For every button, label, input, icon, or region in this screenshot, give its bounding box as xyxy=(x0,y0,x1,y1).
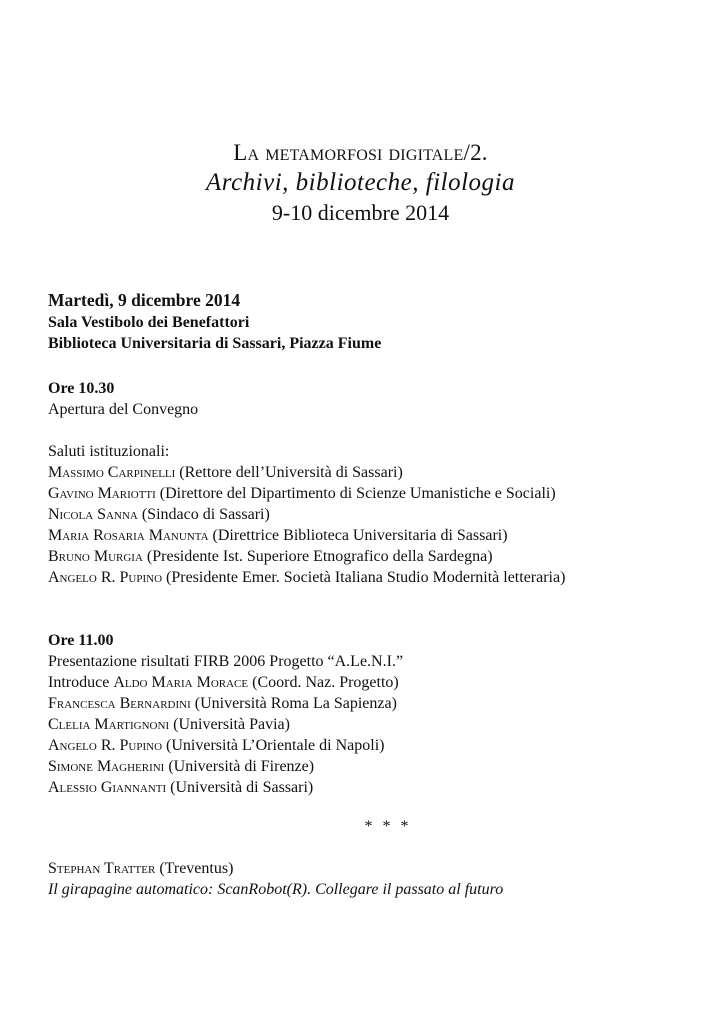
speaker-role: (Direttore del Dipartimento di Scienze Umanistiche e Sociali) xyxy=(155,485,556,502)
talk-speaker xyxy=(48,858,688,879)
conference-subtitle: Archivi, biblioteche, filologia xyxy=(206,169,515,196)
speaker-role: (Università di Firenze) xyxy=(164,758,315,775)
speaker-line xyxy=(48,483,688,504)
conference-title: La metamorfosi digitale/2. xyxy=(233,140,488,165)
session-2-introducer xyxy=(48,672,688,693)
speaker-name: Massimo Carpinelli xyxy=(48,464,176,481)
speaker-line xyxy=(48,756,688,777)
speaker-line xyxy=(48,525,688,546)
speaker-line xyxy=(48,504,688,525)
document-header xyxy=(0,138,721,228)
session-2-time: Ore 11.00 xyxy=(48,632,114,649)
speaker-line xyxy=(48,567,688,588)
greetings-label: Saluti istituzionali: xyxy=(48,443,170,460)
program-content xyxy=(48,288,688,900)
speaker-name: Angelo R. Pupino xyxy=(48,737,163,754)
speaker-line xyxy=(48,546,688,567)
session-2-title: Presentazione risultati FIRB 2006 Progetto “A.Le.N.I.” xyxy=(48,653,404,670)
speaker-line xyxy=(48,714,688,735)
speaker-role: (Università L’Orientale di Napoli) xyxy=(162,737,385,754)
talk-speaker-affiliation: (Treventus) xyxy=(155,860,234,877)
speaker-role: (Sindaco di Sassari) xyxy=(137,506,270,523)
talk-speaker-name: Stephan Tratter xyxy=(48,860,156,877)
session-1-title: Apertura del Convegno xyxy=(48,401,199,418)
venue-room: Sala Vestibolo dei Benefattori xyxy=(48,314,250,331)
speaker-role: (Università Pavia) xyxy=(169,716,290,733)
speaker-line xyxy=(48,462,688,483)
day-heading: Martedì, 9 dicembre 2014 xyxy=(48,290,241,310)
talk-title: Il girapagine automatico: ScanRobot(R). Collegare il passato al futuro xyxy=(48,881,504,898)
speaker-role: (Presidente Emer. Società Italiana Studio Modernità letteraria) xyxy=(162,569,566,586)
section-separator: * * * xyxy=(364,818,412,835)
speaker-line xyxy=(48,777,688,798)
speaker-line xyxy=(48,693,688,714)
conference-dates: 9-10 dicembre 2014 xyxy=(271,200,450,225)
speaker-name: Alessio Giannanti xyxy=(48,779,167,796)
speaker-role: (Università di Sassari) xyxy=(166,779,314,796)
speaker-name: Simone Magherini xyxy=(48,758,165,775)
introducer-role: (Coord. Naz. Progetto) xyxy=(248,674,399,691)
speaker-name: Maria Rosaria Manunta xyxy=(48,527,209,544)
session-1-time: Ore 10.30 xyxy=(48,380,115,397)
speaker-role: (Università Roma La Sapienza) xyxy=(190,695,397,712)
speaker-name: Francesca Bernardini xyxy=(48,695,191,712)
speaker-name: Bruno Murgia xyxy=(48,548,143,565)
speaker-role: (Direttrice Biblioteca Universitaria di Sassari) xyxy=(208,527,508,544)
speaker-role: (Presidente Ist. Superiore Etnografico della Sardegna) xyxy=(142,548,493,565)
speaker-name: Gavino Mariotti xyxy=(48,485,156,502)
speaker-name: Angelo R. Pupino xyxy=(48,569,163,586)
introducer-name: Aldo Maria Morace xyxy=(113,674,249,691)
introducer-prefix: Introduce xyxy=(48,674,114,691)
speaker-role: (Rettore dell’Università di Sassari) xyxy=(175,464,403,481)
venue-building: Biblioteca Universitaria di Sassari, Piazza Fiume xyxy=(48,335,382,352)
speaker-name: Nicola Sanna xyxy=(48,506,138,523)
speaker-line xyxy=(48,735,688,756)
speaker-name: Clelia Martignoni xyxy=(48,716,170,733)
